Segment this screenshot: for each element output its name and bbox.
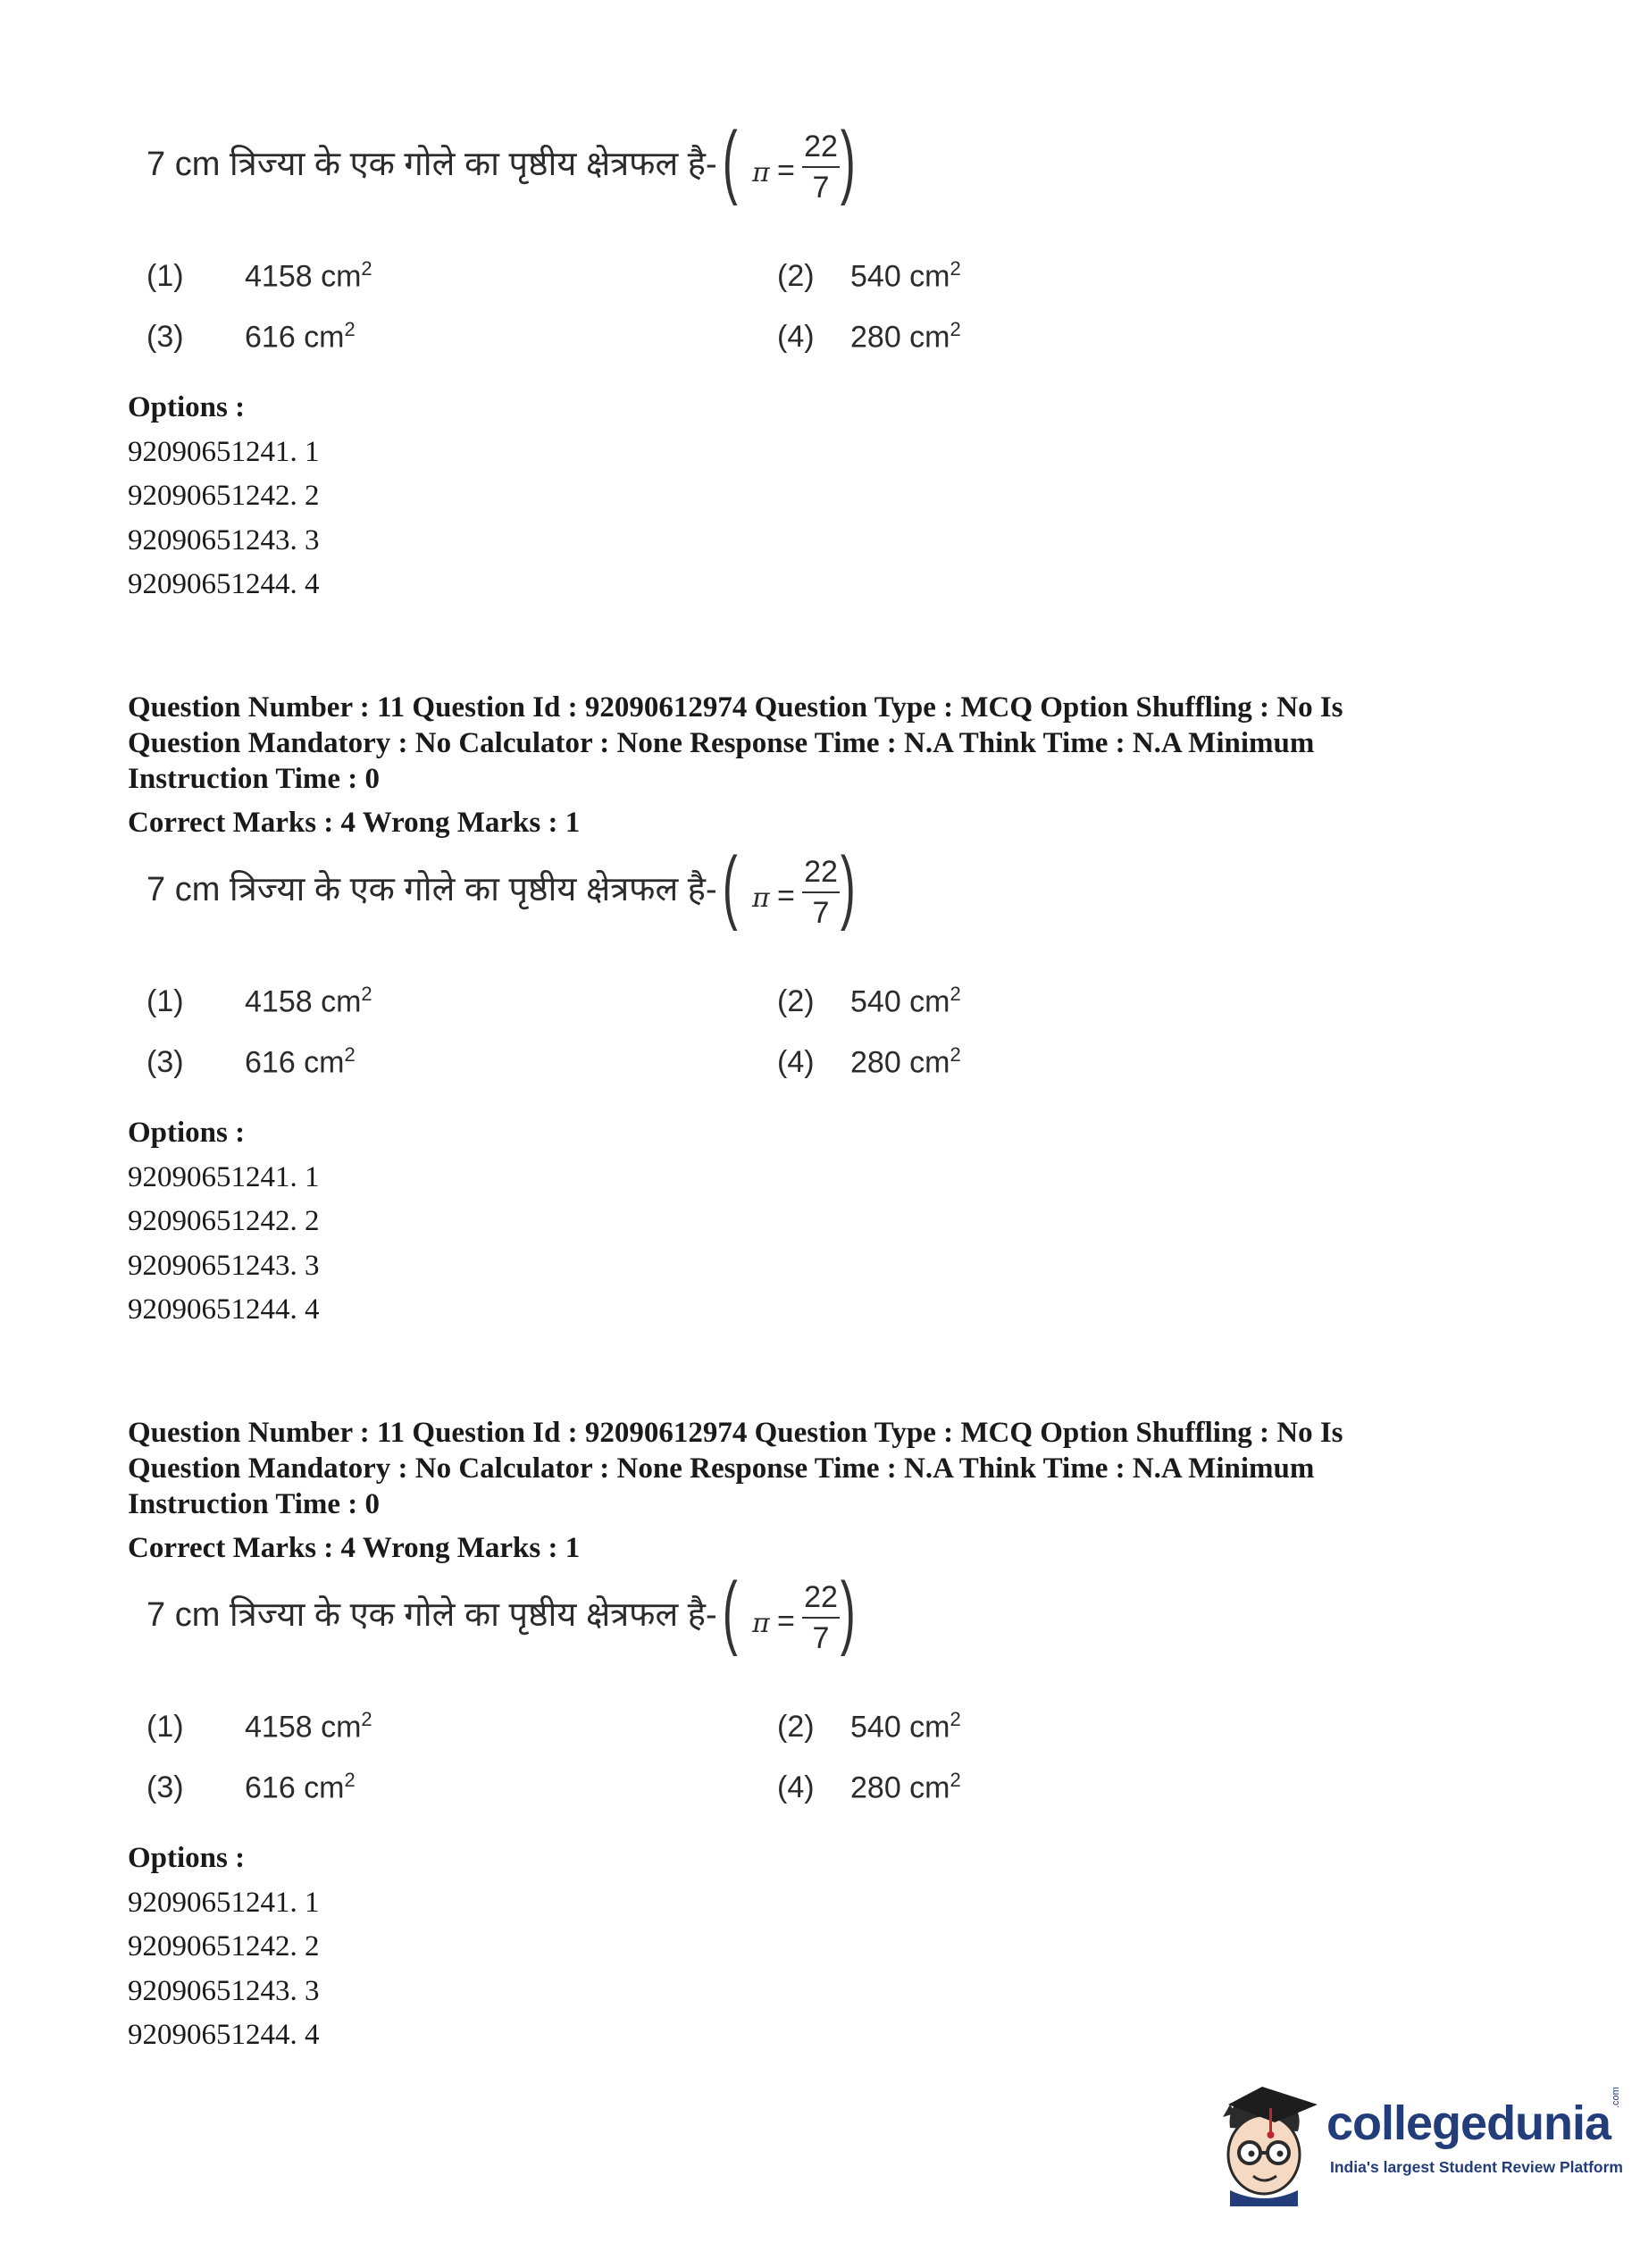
choice-value: 280 $cm^2$: [850, 1769, 961, 1805]
fraction-bar: [802, 166, 840, 168]
choice-value: 540 $cm^2$: [850, 983, 961, 1019]
option-item: 92090651242. 2: [128, 1205, 320, 1237]
option-item: 92090651243. 3: [128, 1249, 320, 1282]
options-list: [128, 1111, 320, 1333]
meta-line: Instruction Time : 0: [128, 763, 381, 795]
option-item: 92090651241. 1: [128, 435, 320, 468]
mascot-icon: [1210, 2081, 1326, 2206]
pi-formula: [722, 115, 865, 225]
choice-number: (3): [146, 1770, 184, 1804]
question-meta: [128, 1415, 1485, 1566]
choice-number: (2): [777, 259, 815, 293]
choice-number: (2): [777, 984, 815, 1018]
options-list: [128, 1837, 320, 2058]
choice-number: (4): [777, 320, 815, 354]
option-item: 92090651241. 1: [128, 1160, 320, 1193]
right-paren: ): [840, 115, 856, 206]
left-paren: (: [722, 841, 738, 932]
choice-number: (1): [146, 1710, 184, 1744]
options-heading: Options :: [128, 391, 246, 423]
collegedunia-logo[interactable]: [1210, 2081, 1630, 2206]
pi-symbol: π: [752, 883, 770, 914]
meta-line: Question Mandatory : No Calculator : None Response Time : N.A Think Time : N.A Minimum: [128, 1452, 1315, 1485]
numerator: 22: [804, 855, 838, 889]
option-item: 92090651241. 1: [128, 1886, 320, 1919]
equals-sign: =: [777, 1604, 795, 1638]
meta-line: Instruction Time : 0: [128, 1488, 381, 1520]
choice-value: 4158 $cm^2$: [245, 983, 372, 1019]
meta-line: Question Number : 11 Question Id : 92090612974 Question Type : MCQ Option Shuffling : No Is: [128, 1417, 1343, 1449]
denominator: 7: [812, 171, 830, 205]
option-item: 92090651244. 4: [128, 568, 320, 600]
choice-number: (1): [146, 984, 184, 1018]
choice-value: 280 $cm^2$: [850, 318, 961, 355]
choice-number: (3): [146, 1045, 184, 1079]
question-image: [143, 841, 1036, 1101]
question-image: [143, 115, 1036, 375]
denominator: 7: [812, 896, 830, 930]
meta-line: Question Number : 11 Question Id : 92090612974 Question Type : MCQ Option Shuffling : No Is: [128, 691, 1343, 724]
choice-value: 540 $cm^2$: [850, 1708, 961, 1745]
fraction: [802, 854, 840, 931]
choice-value: 616 $cm^2$: [245, 318, 356, 355]
numerator: 22: [804, 1580, 838, 1614]
right-paren: ): [840, 1566, 856, 1657]
logo-com: .com: [1611, 2087, 1621, 2108]
choice-value: 616 $cm^2$: [245, 1043, 356, 1080]
question-image: [143, 1566, 1036, 1826]
option-item: 92090651244. 4: [128, 1293, 320, 1326]
question-text: 7 cm त्रिज्या के एक गोले का पृष्ठीय क्षेत्रफल है-: [146, 871, 717, 908]
meta-line: Question Mandatory : No Calculator : None Response Time : N.A Think Time : N.A Minimum: [128, 727, 1315, 759]
question-text: 7 cm त्रिज्या के एक गोले का पृष्ठीय क्षेत्रफल है-: [146, 1596, 717, 1634]
choice-value: 616 $cm^2$: [245, 1769, 356, 1805]
choice-value: 540 $cm^2$: [850, 257, 961, 294]
fraction-bar: [802, 1617, 840, 1619]
options-heading: Options :: [128, 1842, 246, 1874]
equals-sign: =: [777, 879, 795, 913]
denominator: 7: [812, 1621, 830, 1655]
right-paren: ): [840, 841, 856, 932]
marks-line: Correct Marks : 4 Wrong Marks : 1: [128, 807, 581, 839]
choice-number: (2): [777, 1710, 815, 1744]
equals-sign: =: [777, 154, 795, 188]
fraction: [802, 1579, 840, 1656]
pi-symbol: π: [752, 157, 770, 188]
option-item: 92090651244. 4: [128, 2019, 320, 2051]
logo-wordmark: collegedunia: [1326, 2096, 1611, 2150]
options-list: [128, 386, 320, 607]
left-paren: (: [722, 1566, 738, 1657]
marks-line: Correct Marks : 4 Wrong Marks : 1: [128, 1532, 581, 1564]
fraction: [802, 129, 840, 205]
fraction-bar: [802, 891, 840, 893]
choice-number: (4): [777, 1045, 815, 1079]
option-item: 92090651242. 2: [128, 480, 320, 512]
numerator: 22: [804, 130, 838, 163]
options-heading: Options :: [128, 1117, 246, 1149]
left-paren: (: [722, 115, 738, 206]
choice-number: (4): [777, 1770, 815, 1804]
pi-formula: [722, 841, 865, 950]
option-item: 92090651242. 2: [128, 1930, 320, 1963]
choice-value: 4158 $cm^2$: [245, 1708, 372, 1745]
option-item: 92090651243. 3: [128, 1974, 320, 2007]
pi-formula: [722, 1566, 865, 1676]
choice-number: (3): [146, 320, 184, 354]
pi-symbol: π: [752, 1608, 770, 1639]
option-item: 92090651243. 3: [128, 523, 320, 557]
question-text: 7 cm त्रिज्या के एक गोले का पृष्ठीय क्षेत्रफल है-: [146, 146, 717, 183]
choice-number: (1): [146, 259, 184, 293]
choice-value: 280 $cm^2$: [850, 1043, 961, 1080]
logo-tagline: India's largest Student Review Platform: [1330, 2158, 1623, 2176]
question-meta: [128, 690, 1485, 841]
choice-value: 4158 $cm^2$: [245, 257, 372, 294]
